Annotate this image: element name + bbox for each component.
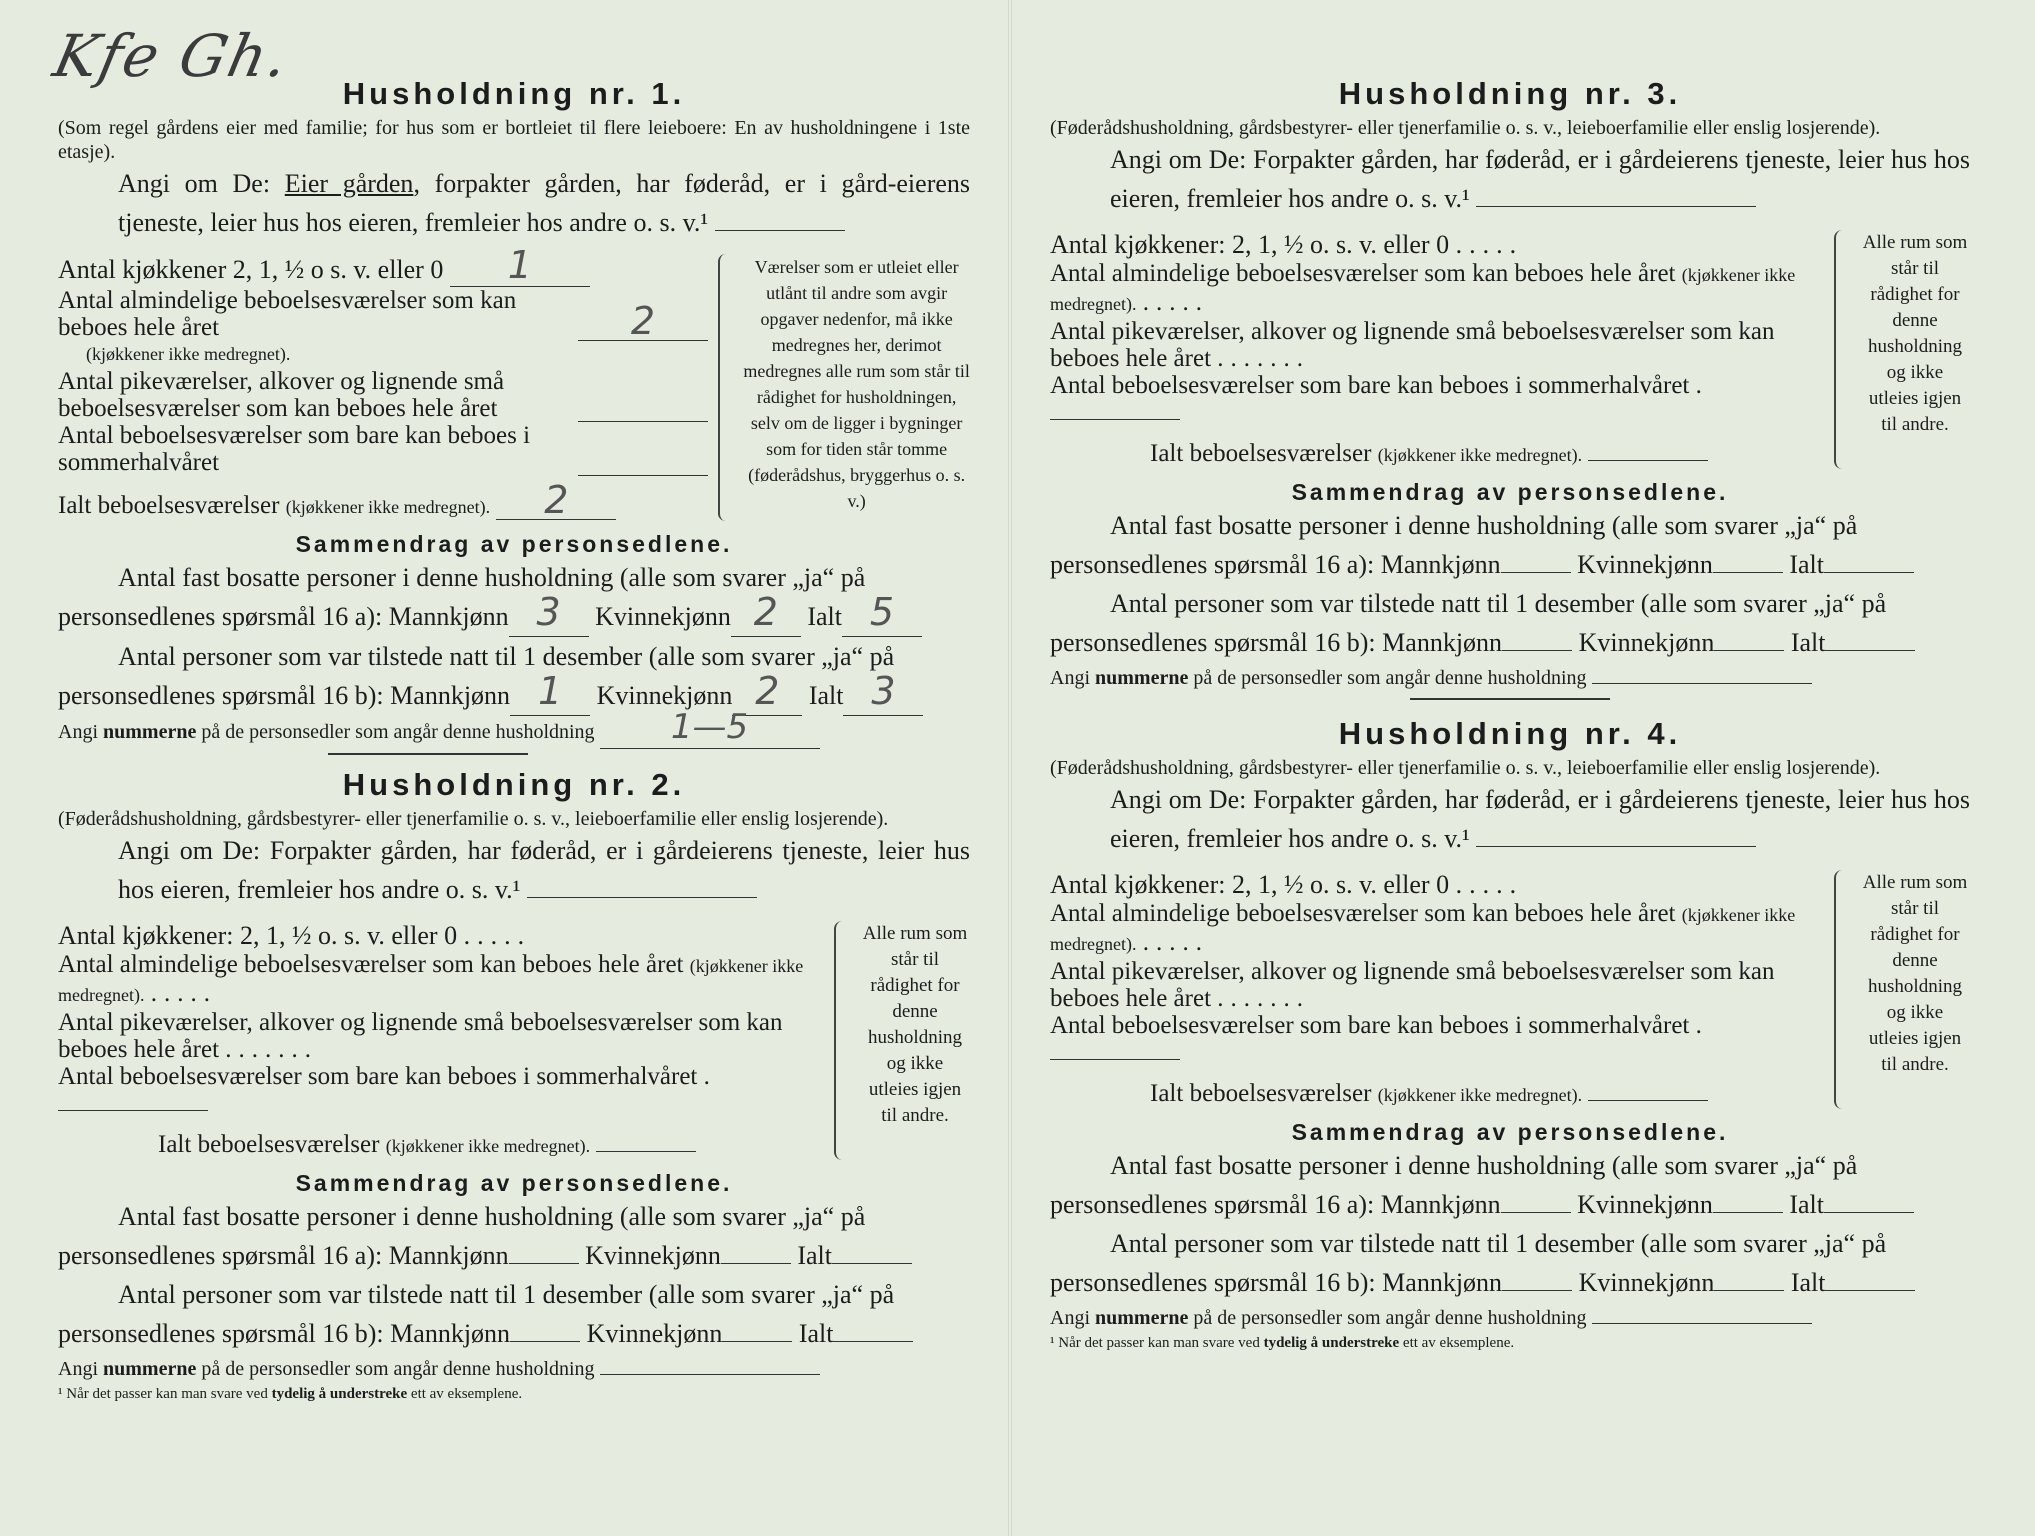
fast-ialt-field[interactable] xyxy=(832,1263,912,1264)
brace xyxy=(718,254,733,521)
fast-ialt-field[interactable] xyxy=(1824,572,1914,573)
fast-kvinne-field[interactable] xyxy=(1713,1212,1783,1213)
fast-mann-field[interactable] xyxy=(509,1263,579,1264)
tilstede-kvinne-field[interactable]: 2 xyxy=(732,676,802,716)
household-3: Husholdning nr. 3. (Føderådshusholdning, gårdsbestyrer- eller tjenerfamilie o. s. v., leieboerfamilie eller enslig losjerende). Angi om De: Forpakter gården, har føderåd, er i gårdeierens tjeneste, leier hus hos eieren, fremleier hos andre o. s. v.¹ Antal kjøkkener: 2, 1, ½ o. s. v. eller 0 ..... Antal almindelige beboelsesværelser som kan beboes hele året (kjøkkener ikke medregnet). ..... Antal pikeværelser, alkover og lignende små beboelsesværelser som kan beboes hele året ....... Antal beboelsesværelser som bare kan beboes i sommerhalvåret . Ialt beboelsesværelser (kjøkkener ikke medregnet). Alle rum som står til rådighet for denne husholdning og ikke utleies igjen til andre. Sammendrag av personsedlene. Antal fast bosatte personer i denne husholdning (alle som svarer „ja“ på personsedlenes spørsmål 16 a): Mannkjønn Kvinnekjønn Ialt Antal personer som var tilstede natt til 1 desember (alle som svarer „ja“ på personsedlenes spørsmål 16 b): Mannkjønn Kvinnekjønn Ialt Angi nummerne på de personsedler som angår denne husholdning xyxy=(1050,0,1970,700)
sommer-field[interactable] xyxy=(578,475,708,476)
household-4-title: Husholdning nr. 4. xyxy=(1338,716,1682,751)
angi-field[interactable] xyxy=(1476,206,1756,207)
household-1-summary-title: Sammendrag av personsedlene. xyxy=(295,531,733,557)
tilstede-mann-field[interactable]: 1 xyxy=(510,676,590,716)
tilstede-kvinne-field[interactable] xyxy=(722,1341,792,1342)
kjokken-field[interactable] xyxy=(450,243,590,287)
tilstede-ialt-field[interactable] xyxy=(1825,650,1915,651)
household-1-rooms: Antal kjøkkener 2, 1, ½ o s. v. eller 0 1 Antal almindelige beboelsesværelser som kan beboes hele året 2 (kjøkkener ikke medregnet). Antal pikeværelser, alkover og lignende små beboelsesværelser som kan beboes hele året Antal beboelsesværelser som bare kan beboes i sommerhalvåret Ialt beboelsesværelser (kjøkkener ikke medregnet). 2 Værelser som er utleiet eller utlånt til andre som avgir opgaver nedenfor, må ikke medregnes her, derimot medregnes alle rum som står til rådighet for husholdningen, selv om de ligger i bygninger som for tiden står tomme (føderådshus, bryggerhus o. s. v.) xyxy=(58,243,970,522)
eier-garden-underlined: Eier gården xyxy=(284,169,414,198)
tilstede-kvinne-field[interactable] xyxy=(1714,1290,1784,1291)
household-1-note: (Som regel gårdens eier med familie; for hus som er bortleiet til flere leieboere: En av husholdningene i 1ste etasje). xyxy=(58,117,970,163)
nummerne-field[interactable] xyxy=(1592,1323,1812,1324)
angi-field[interactable] xyxy=(1476,846,1756,847)
kjokken-value: 1 xyxy=(507,243,532,287)
household-2-title: Husholdning nr. 2. xyxy=(342,767,686,802)
alm-field[interactable] xyxy=(578,299,708,343)
tilstede-ialt-field[interactable]: 3 xyxy=(843,676,923,716)
tilstede-ialt-field[interactable] xyxy=(833,1341,913,1342)
household-1-side-note: Værelser som er utleiet eller utlånt til andre som avgir opgaver nedenfor, må ikke medregnes her, derimot medregnes alle rum som står til rådighet for husholdningen, selv om de ligger i bygninger som for tiden står tomme (føderådshus, bryggerhus o. s. v.) xyxy=(743,257,970,511)
footnote: ¹ Når det passer kan man svare ved tydelig å understreke ett av eksemplene. xyxy=(1050,1335,1515,1351)
household-1: Husholdning nr. 1. (Som regel gårdens eier med familie; for hus som er bortleiet til flere leieboere: En av husholdningene i 1ste etasje). Angi om De: Eier gården, forpakter gården, har føderåd, er i gård-eierens tjeneste, leier hus hos eieren, fremleier hos andre o. s. v.¹ Antal kjøkkener 2, 1, ½ o s. v. eller 0 1 Antal almindelige beboelsesværelser som kan beboes hele året 2 (kjøkkener ikke medregnet). Antal pikeværelser, alkover og lignende små beboelsesværelser som kan beboes hele året Antal beboelsesværelser som bare kan beboes i sommerhalvåret Ialt beboelsesværelser (kjøkkener ikke medregnet). 2 Værelser som er utleiet eller utlånt til andre som avgir opgaver nedenfor, må ikke medregnes her, derimot medregnes alle rum som står til rådighet for husholdningen, selv om de ligger i bygninger som for tiden står tomme (føderådshus, bryggerhus o. s. v.) Sammendrag av personsedlene. Antal fast bosatte personer i denne husholdning (alle som svarer „ja“ på personsedlenes spørsmål 16 a): Mannkjønn 3 Kvinnekjønn 2 Ialt 5 Antal personer som var tilstede natt til 1 desember (alle som svarer „ja“ på personsedlenes spørsmål 16 b): Mannkjønn 1 Kvinnekjønn 2 Ialt 3 Angi nummerne på de personsedler som angår denne husholdning 1—5 xyxy=(58,0,970,755)
handwritten-annotation: Kfe Gh. xyxy=(47,22,296,90)
separator xyxy=(328,753,528,755)
household-3-title: Husholdning nr. 3. xyxy=(1338,76,1682,111)
ialt-rooms-field[interactable] xyxy=(1588,1100,1708,1101)
tilstede-mann-field[interactable] xyxy=(1502,650,1572,651)
left-page xyxy=(0,0,1010,1536)
ialt-rooms-field[interactable] xyxy=(496,478,616,522)
sommer-field[interactable] xyxy=(58,1110,208,1111)
tilstede-ialt-field[interactable] xyxy=(1825,1290,1915,1291)
alm-value: 2 xyxy=(630,299,656,343)
angi-field[interactable] xyxy=(527,897,757,898)
nummerne-field[interactable]: 1—5 xyxy=(600,716,820,749)
tilstede-kvinne-field[interactable] xyxy=(1714,650,1784,651)
fast-mann-field[interactable]: 3 xyxy=(509,597,589,637)
right-page xyxy=(1010,0,2035,1536)
pike-field[interactable] xyxy=(578,421,708,422)
fast-mann-field[interactable] xyxy=(1501,572,1571,573)
ialt-rooms-value: 2 xyxy=(544,478,569,522)
tilstede-mann-field[interactable] xyxy=(1502,1290,1572,1291)
angi-field[interactable] xyxy=(715,230,845,231)
fast-kvinne-field[interactable] xyxy=(1713,572,1783,573)
fast-kvinne-field[interactable]: 2 xyxy=(731,597,801,637)
ialt-rooms-field[interactable] xyxy=(1588,460,1708,461)
household-2: Husholdning nr. 2. (Føderådshusholdning, gårdsbestyrer- eller tjenerfamilie o. s. v., leieboerfamilie eller enslig losjerende). Angi om De: Forpakter gården, har føderåd, er i gårdeierens tjeneste, leier hus hos eieren, fremleier hos andre o. s. v.¹ Antal kjøkkener: 2, 1, ½ o. s. v. eller 0 ..... Antal almindelige beboelsesværelser som kan beboes hele året (kjøkkener ikke medregnet). ..... Antal pikeværelser, alkover og lignende små beboelsesværelser som kan beboes hele året ....... Antal beboelsesværelser som bare kan beboes i sommerhalvåret . Ialt beboelsesværelser (kjøkkener ikke medregnet). Alle rum som står til rådighet for denne husholdning og ikke utleies igjen til andre. Sammendrag av personsedlene. Antal fast bosatte personer i denne husholdning (alle som svarer „ja“ på personsedlenes spørsmål 16 a): Mannkjønn Kvinnekjønn Ialt Antal personer som var tilstede natt til 1 desember (alle som svarer „ja“ på personsedlenes spørsmål 16 b): Mannkjønn Kvinnekjønn Ialt Angi nummerne på de personsedler som angår denne husholdning ¹ Når det passer kan man svare ved tydelig å understreke ett av eksemplene. xyxy=(58,763,970,1403)
household-4: Husholdning nr. 4. (Føderådshusholdning, gårdsbestyrer- eller tjenerfamilie o. s. v., leieboerfamilie eller enslig losjerende). Angi om De: Forpakter gården, har føderåd, er i gårdeierens tjeneste, leier hus hos eieren, fremleier hos andre o. s. v.¹ Antal kjøkkener: 2, 1, ½ o. s. v. eller 0 ..... Antal almindelige beboelsesværelser som kan beboes hele året (kjøkkener ikke medregnet). ..... Antal pikeværelser, alkover og lignende små beboelsesværelser som kan beboes hele året ....... Antal beboelsesværelser som bare kan beboes i sommerhalvåret . Ialt beboelsesværelser (kjøkkener ikke medregnet). Alle rum som står til rådighet for denne husholdning og ikke utleies igjen til andre. Sammendrag av personsedlene. Antal fast bosatte personer i denne husholdning (alle som svarer „ja“ på personsedlenes spørsmål 16 a): Mannkjønn Kvinnekjønn Ialt Antal personer som var tilstede natt til 1 desember (alle som svarer „ja“ på personsedlenes spørsmål 16 b): Mannkjønn Kvinnekjønn Ialt Angi nummerne på de personsedler som angår denne husholdning ¹ Når det passer kan man svare ved tydelig å understreke ett av eksemplene. xyxy=(1050,712,1970,1352)
fast-mann-field[interactable] xyxy=(1501,1212,1571,1213)
ialt-rooms-field[interactable] xyxy=(596,1151,696,1152)
tilstede-mann-field[interactable] xyxy=(510,1341,580,1342)
nummerne-field[interactable] xyxy=(1592,683,1812,684)
nummerne-field[interactable] xyxy=(600,1374,820,1375)
fast-ialt-field[interactable]: 5 xyxy=(842,597,922,637)
household-1-angi: Angi om De: Eier gården, forpakter gården, har føderåd, er i gård-eierens tjeneste, leier hus hos eieren, fremleier hos andre o. s. v.¹ xyxy=(118,169,971,237)
footnote: ¹ Når det passer kan man svare ved tydelig å understreke ett av eksemplene. xyxy=(58,1386,523,1402)
fast-ialt-field[interactable] xyxy=(1824,1212,1914,1213)
sommer-field[interactable] xyxy=(1050,419,1180,420)
fast-kvinne-field[interactable] xyxy=(721,1263,791,1264)
household-1-title: Husholdning nr. 1. xyxy=(342,76,686,111)
sommer-field[interactable] xyxy=(1050,1059,1180,1060)
separator xyxy=(1410,698,1610,700)
